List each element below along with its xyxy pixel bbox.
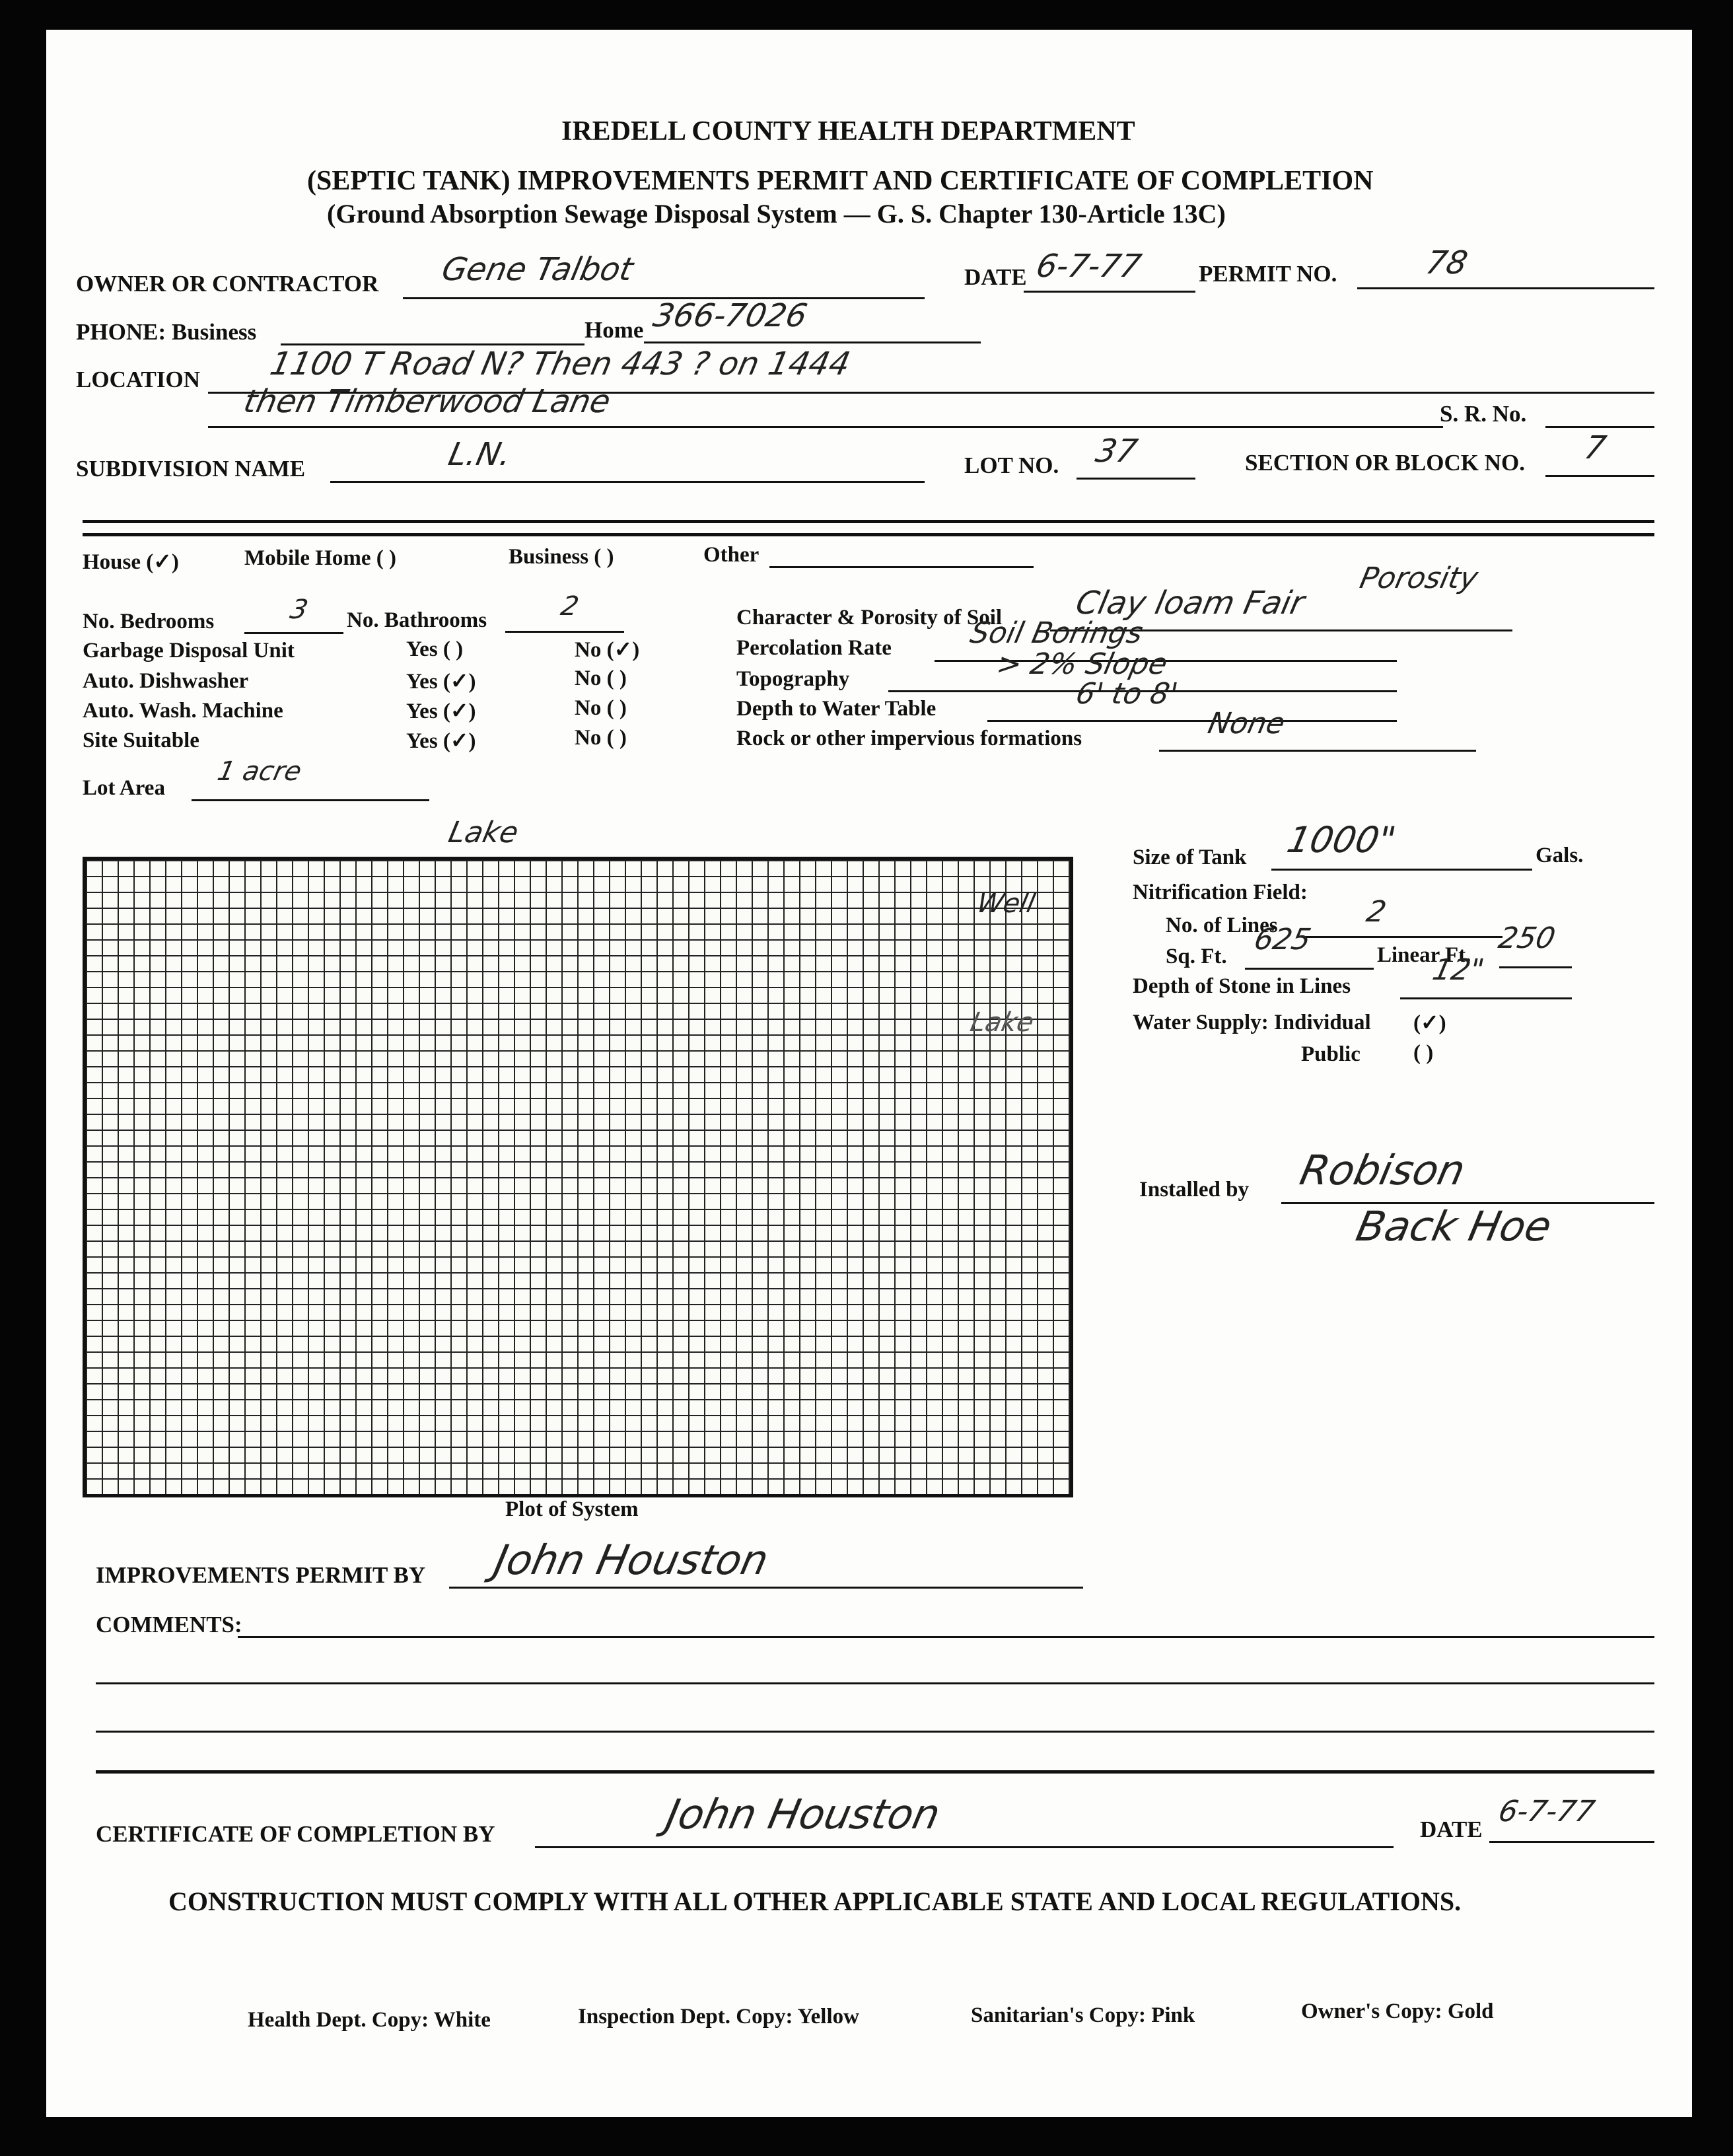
permit-value[interactable]: 78 — [1423, 244, 1471, 281]
form-title: (SEPTIC TANK) IMPROVEMENTS PERMIT AND CERTIFICATE OF COMPLETION — [307, 166, 1374, 196]
certificate-signature[interactable]: John Houston — [662, 1790, 944, 1838]
topography-value[interactable]: > 2% Slope — [993, 647, 1171, 681]
rock-label: Rock or other impervious formations — [736, 727, 1082, 750]
section-label: SECTION OR BLOCK NO. — [1245, 450, 1525, 476]
certificate-date-line — [1489, 1841, 1654, 1843]
lot-no-value[interactable]: 37 — [1092, 433, 1141, 470]
water-supply-label: Water Supply: Individual — [1133, 1011, 1371, 1034]
wash-machine-label: Auto. Wash. Machine — [83, 699, 283, 723]
date-line — [1024, 291, 1195, 293]
site-suitable-label: Site Suitable — [83, 729, 199, 752]
improvements-permit-by-label: IMPROVEMENTS PERMIT BY — [96, 1562, 426, 1588]
site-suitable-no[interactable]: No ( ) — [575, 726, 627, 750]
linear-ft-value[interactable]: 250 — [1495, 921, 1559, 955]
percolation-label: Percolation Rate — [736, 636, 892, 660]
lines-line — [1304, 936, 1503, 938]
home-phone-label: Home — [584, 317, 644, 343]
comments-line-3[interactable] — [96, 1731, 1654, 1733]
permit-by-line — [449, 1587, 1083, 1589]
plot-note-lake-side: Lake — [968, 1007, 1037, 1038]
bedrooms-value[interactable]: 3 — [287, 594, 311, 625]
plot-of-system-label: Plot of System — [505, 1497, 639, 1521]
stone-depth-line — [1400, 997, 1572, 999]
lines-label: No. of Lines — [1166, 914, 1278, 937]
soil-character-value[interactable]: Clay loam Fair — [1073, 585, 1308, 622]
divider-rule-top — [83, 520, 1654, 523]
location-value-1[interactable]: 1100 T Road N? Then 443 ? on 1444 — [267, 345, 854, 382]
copy-health-dept: Health Dept. Copy: White — [248, 2008, 491, 2032]
permit-line — [1357, 287, 1654, 289]
water-supply-public-label: Public — [1301, 1042, 1361, 1066]
lot-area-line — [192, 799, 429, 801]
site-suitable-yes[interactable]: Yes (✓) — [406, 729, 476, 753]
subdivision-value[interactable]: L.N. — [445, 436, 515, 473]
permit-form-sheet — [46, 30, 1692, 2117]
form-subtitle: (Ground Absorption Sewage Disposal System — G. S. Chapter 130-Article 13C) — [327, 199, 1226, 229]
section-line — [1545, 475, 1654, 477]
improvements-permit-by-signature[interactable]: John Houston — [490, 1536, 773, 1584]
dishwasher-label: Auto. Dishwasher — [83, 669, 249, 693]
stone-depth-label: Depth of Stone in Lines — [1133, 974, 1351, 998]
other-label: Other — [703, 543, 760, 567]
rock-value[interactable]: None — [1205, 707, 1289, 740]
water-supply-public-mark[interactable]: ( ) — [1413, 1041, 1434, 1065]
sr-no-label: S. R. No. — [1440, 401, 1527, 427]
lot-area-value[interactable]: 1 acre — [215, 756, 304, 787]
business-checkbox[interactable]: Business ( ) — [509, 545, 614, 569]
sqft-line — [1245, 968, 1374, 970]
lines-value[interactable]: 2 — [1363, 895, 1390, 929]
copy-inspection-dept: Inspection Dept. Copy: Yellow — [578, 2005, 859, 2029]
phone-business-label: PHONE: Business — [76, 319, 257, 345]
installed-by-value[interactable]: Robison — [1296, 1146, 1469, 1194]
subdivision-label: SUBDIVISION NAME — [76, 456, 306, 482]
location-line-2 — [208, 426, 1443, 428]
garbage-disposal-no[interactable]: No (✓) — [575, 638, 640, 662]
comments-line-1[interactable] — [238, 1636, 1654, 1638]
percolation-value[interactable]: Soil Borings — [967, 616, 1146, 650]
comments-line-2[interactable] — [96, 1682, 1654, 1684]
sqft-value[interactable]: 625 — [1251, 923, 1314, 956]
mobile-home-checkbox[interactable]: Mobile Home ( ) — [244, 546, 397, 570]
certificate-date-label: DATE — [1420, 1816, 1483, 1842]
dishwasher-no[interactable]: No ( ) — [575, 666, 627, 690]
sqft-label: Sq. Ft. — [1166, 945, 1227, 968]
bathrooms-line — [505, 631, 624, 633]
water-supply-individual-mark[interactable]: (✓) — [1413, 1011, 1446, 1035]
permit-label: PERMIT NO. — [1199, 261, 1337, 287]
comments-label: COMMENTS: — [96, 1612, 242, 1637]
water-table-line — [987, 720, 1397, 722]
gals-label: Gals. — [1536, 844, 1584, 867]
bedrooms-line — [244, 632, 343, 634]
porosity-note: Porosity — [1357, 561, 1481, 595]
linear-ft-label: Linear Ft. — [1377, 943, 1471, 967]
wash-machine-yes[interactable]: Yes (✓) — [406, 700, 476, 723]
garbage-disposal-label: Garbage Disposal Unit — [83, 639, 295, 663]
bathrooms-label: No. Bathrooms — [347, 608, 487, 632]
owner-value[interactable]: Gene Talbot — [439, 251, 637, 288]
tank-size-line — [1271, 869, 1532, 871]
water-table-value[interactable]: 6' to 8' — [1073, 677, 1181, 711]
tank-size-label: Size of Tank — [1133, 845, 1247, 869]
rock-line — [1159, 750, 1476, 752]
location-label: LOCATION — [76, 367, 200, 392]
home-phone-value[interactable]: 366-7026 — [650, 297, 811, 334]
plot-note-well: Well — [974, 888, 1038, 919]
wash-machine-no[interactable]: No ( ) — [575, 696, 627, 720]
divider-rule-bottom — [83, 533, 1654, 536]
sr-no-line — [1545, 426, 1654, 428]
compliance-notice: CONSTRUCTION MUST COMPLY WITH ALL OTHER APPLICABLE STATE AND LOCAL REGULATIONS. — [168, 1886, 1462, 1916]
bedrooms-label: No. Bedrooms — [83, 610, 215, 633]
garbage-disposal-yes[interactable]: Yes ( ) — [406, 637, 464, 661]
installed-by-label: Installed by — [1139, 1178, 1249, 1202]
bathrooms-value[interactable]: 2 — [558, 591, 582, 622]
nitrification-label: Nitrification Field: — [1133, 880, 1308, 904]
certificate-date-value[interactable]: 6-7-77 — [1495, 1795, 1598, 1828]
copy-sanitarian: Sanitarian's Copy: Pink — [971, 2003, 1195, 2027]
certificate-line — [535, 1846, 1394, 1848]
topography-label: Topography — [736, 667, 850, 691]
lot-no-label: LOT NO. — [964, 452, 1059, 478]
location-value-2[interactable]: then Timberwood Lane — [240, 383, 614, 420]
date-value[interactable]: 6-7-77 — [1033, 248, 1145, 285]
soil-character-label: Character & Porosity of Soil — [736, 606, 1003, 629]
dishwasher-yes[interactable]: Yes (✓) — [406, 670, 476, 694]
plot-note-lake: Lake — [445, 816, 522, 849]
copy-owner: Owner's Copy: Gold — [1301, 1999, 1494, 2023]
other-line — [769, 566, 1034, 568]
plot-of-system-grid — [83, 857, 1073, 1497]
lot-no-line — [1077, 478, 1195, 480]
installed-by-value-2[interactable]: Back Hoe — [1352, 1202, 1556, 1250]
lot-area-label: Lot Area — [83, 776, 165, 800]
department-title: IREDELL COUNTY HEALTH DEPARTMENT — [561, 116, 1135, 147]
certificate-of-completion-label: CERTIFICATE OF COMPLETION BY — [96, 1821, 495, 1847]
section-value[interactable]: 7 — [1581, 429, 1609, 466]
linear-ft-line — [1499, 966, 1572, 968]
stone-depth-value[interactable]: 12" — [1429, 953, 1487, 987]
subdivision-line — [330, 481, 925, 483]
house-checkbox[interactable]: House (✓) — [83, 550, 179, 574]
home-phone-line — [644, 341, 981, 343]
tank-size-value[interactable]: 1000" — [1283, 819, 1399, 861]
date-label: DATE — [964, 264, 1027, 290]
footer-divider — [96, 1770, 1654, 1774]
owner-label: OWNER OR CONTRACTOR — [76, 271, 379, 297]
water-table-label: Depth to Water Table — [736, 697, 937, 721]
